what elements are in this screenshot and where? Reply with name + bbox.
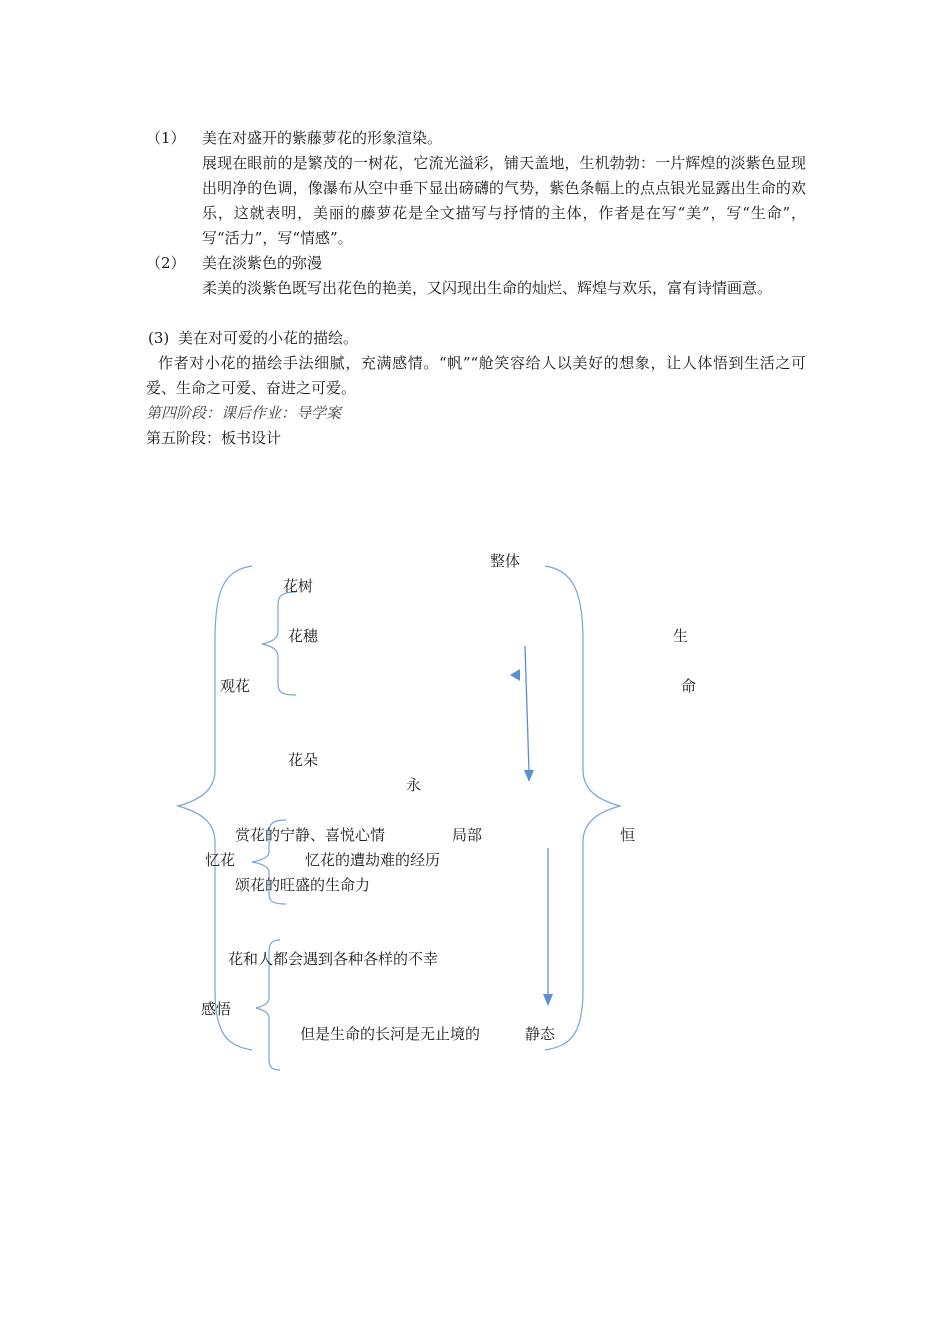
board-huasui: 花穗 (288, 627, 319, 645)
arrow-part-to-static-head (543, 994, 553, 1006)
board-sheng: 生 (673, 627, 689, 645)
board-jubu: 局部 (452, 826, 483, 844)
board-heng: 恒 (620, 826, 636, 844)
arrow-whole-to-part-head (524, 770, 534, 782)
left-brace (178, 566, 252, 1050)
board-jingtai: 静态 (525, 1025, 556, 1043)
stage-5-line: 第五阶段：板书设计 (146, 429, 282, 447)
section-1-body: 展现在眼前的是繁茂的一树花，它流光溢彩，铺天盖地，生机勃勃：一片辉煌的淡紫色显现出明净的色调，像瀑布从空中垂下显出磅礴的气势，紫色条幅上的点点银光显露出生命的欢乐，这就表明，美丽的藤萝花是全文描写与抒情的主体，作者是在写“美”，写“生命”，写“活力”，写“情感”。 (202, 154, 806, 247)
section-2-body: 柔美的淡紫色既写出花色的艳美，又闪现出生命的灿烂、辉煌与欢乐，富有诗情画意。 (202, 279, 773, 297)
board-huaheren: 花和人都会遇到各种各样的不幸 (228, 950, 439, 968)
triangle-marker (510, 669, 520, 681)
board-yihua: 忆花 (205, 851, 236, 869)
board-whole: 整体 (490, 552, 521, 570)
board-ming: 命 (681, 677, 697, 695)
section-1-heading: 美在对盛开的紫藤萝花的形象渲染。 (202, 129, 443, 147)
board-shanghua: 赏花的宁静、喜悦心情 (235, 826, 386, 844)
arrow-whole-to-part (525, 646, 529, 772)
board-danshi: 但是生命的长河是无止境的 (300, 1025, 481, 1043)
board-guanhua: 观花 (220, 677, 251, 695)
board-yihua-detail: 忆花的遭劫难的经历 (305, 851, 441, 869)
section-1-marker: （1） (146, 129, 186, 147)
section-3-marker: (3) (148, 329, 170, 347)
section-2-marker: （2） (146, 254, 186, 272)
section-2-heading: 美在淡紫色的弥漫 (202, 254, 323, 272)
board-yong: 永 (406, 776, 422, 794)
board-ganwu: 感悟 (201, 1000, 232, 1018)
section-3-body: 作者对小花的描绘手法细腻，充满感情。“帆”“舱笑容给人以美好的想象，让人体悟到生活之可爱、生命之可爱、奋进之可爱。 (146, 354, 806, 397)
board-huashu: 花树 (283, 577, 314, 595)
section-3-heading: 美在对可爱的小花的描绘。 (178, 329, 359, 347)
stage-4-line: 第四阶段：课后作业：导学案 (146, 404, 342, 422)
board-huaduo: 花朵 (288, 751, 319, 769)
right-brace (545, 566, 620, 1050)
board-songhua: 颂花的旺盛的生命力 (235, 876, 371, 894)
